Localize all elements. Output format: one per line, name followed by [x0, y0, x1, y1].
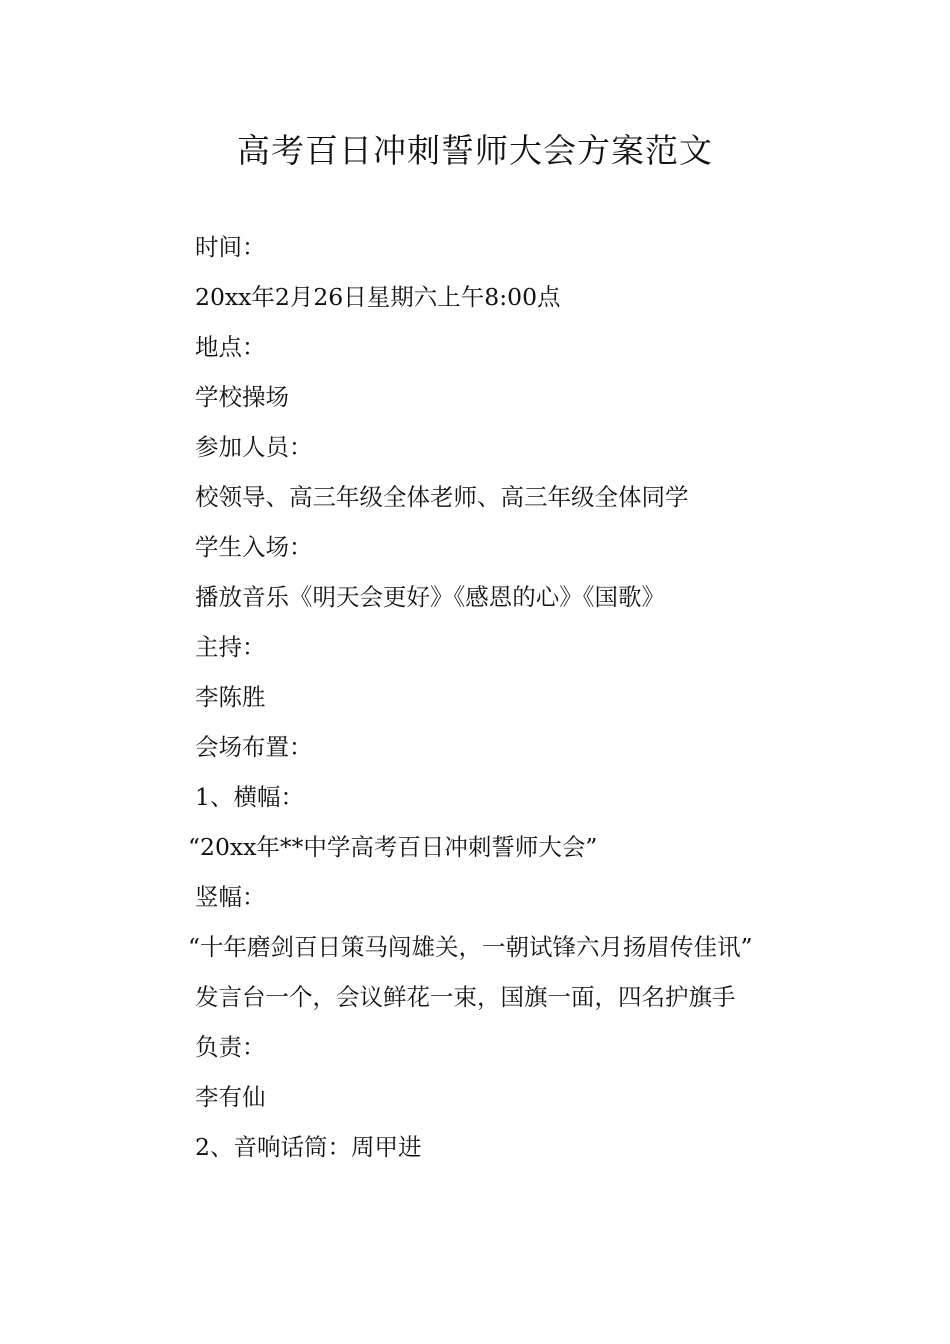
paragraph-audio: 2、音响话筒：周甲进: [195, 1133, 422, 1161]
paragraph-responsible-value: 李有仙: [195, 1083, 266, 1111]
paragraph-venue-label: 会场布置：: [195, 733, 313, 761]
paragraph-location-value: 学校操场: [195, 383, 289, 411]
paragraph-vertical-banner-text: “十年磨剑百日策马闯雄关，一朝试锋六月扬眉传佳讯”: [188, 933, 753, 961]
paragraph-entry-music: 播放音乐《明天会更好》《感恩的心》《国歌》: [195, 583, 665, 611]
paragraph-banner-label: 1、横幅：: [195, 783, 304, 811]
paragraph-participants-value: 校领导、高三年级全体老师、高三年级全体同学: [195, 483, 689, 511]
paragraph-banner-text: “20xx年**中学高考百日冲刺誓师大会”: [188, 833, 598, 861]
paragraph-vertical-banner-label: 竖幅：: [195, 883, 266, 911]
paragraph-participants-label: 参加人员：: [195, 433, 313, 461]
paragraph-time-label: 时间：: [195, 233, 266, 261]
paragraph-time-value: 20xx年2月26日星期六上午8:00点: [195, 283, 561, 311]
paragraph-location-label: 地点：: [195, 333, 266, 361]
paragraph-stage-items: 发言台一个，会议鲜花一束，国旗一面，四名护旗手: [195, 983, 736, 1011]
document-body: [146, 222, 810, 1172]
paragraph-host-value: 李陈胜: [195, 683, 266, 711]
paragraph-responsible-label: 负责：: [195, 1033, 266, 1061]
paragraph-entry-label: 学生入场：: [195, 533, 313, 561]
document-title: 高考百日冲刺誓师大会方案范文: [237, 131, 713, 170]
paragraph-host-label: 主持：: [195, 633, 266, 661]
